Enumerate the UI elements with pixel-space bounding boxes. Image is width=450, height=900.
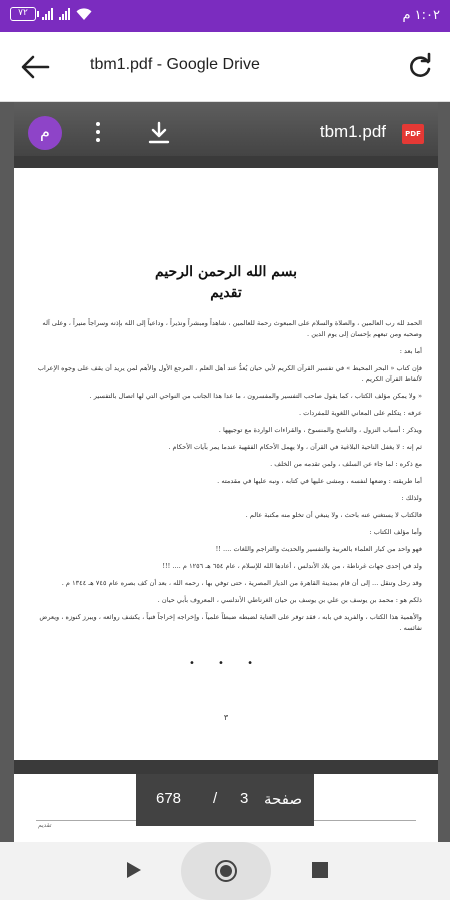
page-header-label: تقديم <box>38 822 52 829</box>
home-button[interactable] <box>181 842 271 900</box>
home-icon <box>215 860 237 882</box>
paragraph: فإن كتاب « البحر المحيط » في تفسير القرآن الكريم لأبي حيان يُعدُّ عند أهل العلم ، المرجع الأول والأهم لمن يريد أن يقف على وجوه الإعراب لألفاظ القرآن الكريم . <box>37 364 422 383</box>
paragraph: والأهمية هذا الكتاب ، والفريد في بابه ، فقد توفر على العناية لضبطه ضبطاً علمياً ، وإخراجه إخراجاً فنياً ، يكشف روائعه ، ويبرز كنوزه ، ويعرض نفائسه . <box>39 613 422 632</box>
status-icons <box>10 7 92 21</box>
page-current: 3 <box>240 790 249 807</box>
page-indicator <box>136 774 314 826</box>
paragraph: أما طريقته : وضعها لنفسه ، ومشى عليها في كتابه ، ونبه عليها في مقدمته . <box>217 477 422 485</box>
status-time: ١:٠٢ م <box>402 8 440 23</box>
page-body <box>28 318 422 640</box>
paragraph: ولد في إحدى جهات غرناطة ، من بلاد الأندلس ، أعادها الله للإسلام ، عام ٦٥٤ هـ ١٢٥٦ م .... !!! <box>162 562 422 570</box>
paragraph: ويذكر : أسباب النزول ، والناسخ والمنسوخ ، والقراءات الواردة مع توجيهها . <box>218 426 422 434</box>
pdf-file-name: tbm1.pdf <box>319 122 386 141</box>
paragraph: وقد رحل وتنقل ... إلى أن قام بمدينة القاهرة من الديار المصرية ، حتى توفي بها ، رحمه الله ، بعد أن كف بصره عام ٧٤٥ هـ ١٣٤٤ م . <box>61 579 422 587</box>
paragraph: ذلكم هو : محمد بن يوسف بن علي بن يوسف بن حيان الغرناطي الأندلسي ، المعروف بأبي حيان . <box>157 596 422 604</box>
signal-icon <box>59 8 70 20</box>
download-icon[interactable] <box>147 121 171 145</box>
page-number: ٣ <box>223 713 229 722</box>
battery-icon: ٧٢ <box>10 7 36 21</box>
paragraph: فالكتاب لا يستغني عنه باحث ، ولا ينبغي أن تخلو منه مكتبة عالم . <box>245 511 422 519</box>
app-title: tbm1.pdf - Google Drive <box>90 56 260 73</box>
app-bar <box>0 32 450 102</box>
paragraph: « ولا يمكن مؤلف الكتاب ، كما يقول صاحب التفسير والمفسرون ، ما عدا هذا الجانب من النواحي التي لها اتصال بالتفسير . <box>89 392 422 400</box>
paragraph: الحمد لله رب العالمين ، والصلاة والسلام على المبعوث رحمة للعالمين ، شاهداً ومبشراً ونذيراً ، وداعياً إلى الله بإذنه وسراجاً منيراً ، وعلى آله وصحبه ومن تبعهم بإحسان إلى يوم الدين . <box>42 319 422 338</box>
more-options-icon[interactable] <box>94 122 102 146</box>
pdf-page <box>14 168 438 760</box>
page-label: صفحة <box>264 791 303 808</box>
paragraph: عرفه : يتكلم على المعاني اللغوية للمفردات . <box>298 409 422 417</box>
section-dots: • • • <box>188 658 264 669</box>
paragraph: ثم إنه : لا يغفل الناحية البلاغية في القرآن ، ولا يهمل الأحكام الفقهية عندما يمر بآيات الأحكام . <box>168 443 422 451</box>
refresh-icon[interactable] <box>406 52 434 80</box>
pdf-viewer[interactable] <box>14 102 438 842</box>
status-bar <box>0 0 450 32</box>
page-heading-title: تقديم <box>210 285 242 301</box>
avatar[interactable]: م <box>28 116 62 150</box>
pdf-toolbar <box>14 102 438 156</box>
page-separator: / <box>213 790 218 807</box>
play-icon[interactable] <box>127 862 141 878</box>
paragraph: مع ذكره : لما جاء عن السلف ، ولمن تقدمه من الخلف . <box>270 460 422 468</box>
paragraph: وأما مؤلف الكتاب : <box>369 528 422 536</box>
paragraph: ولذلك : <box>401 494 422 502</box>
paragraph: فهو واحد من كبار العلماء بالعربية والتفسير والحديث والتراجم واللغات .... !! <box>215 545 422 553</box>
paragraph: أما بعد : <box>399 347 422 355</box>
stop-icon[interactable] <box>312 862 328 878</box>
navigation-bar <box>0 842 450 900</box>
pdf-file-icon: PDF <box>402 124 424 144</box>
signal-icon <box>42 8 53 20</box>
page-heading-basmala: بسم الله الرحمن الرحيم <box>155 264 297 280</box>
page-total: 678 <box>156 790 182 807</box>
wifi-icon <box>76 8 92 21</box>
arrow-left-icon[interactable] <box>20 54 50 80</box>
